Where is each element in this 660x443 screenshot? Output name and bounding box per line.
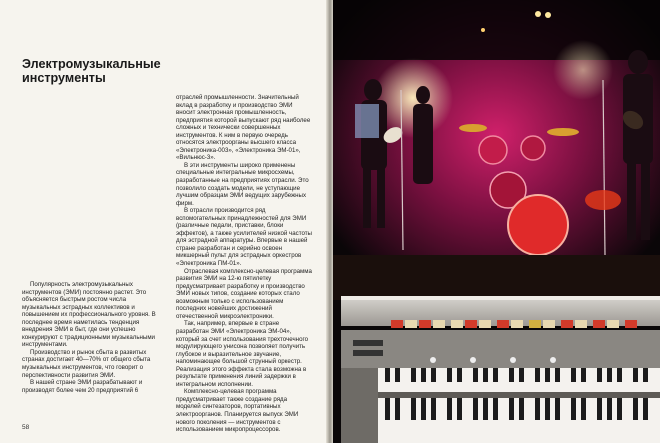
paragraph: Комплексно-целевая программа предусматривает также создание ряда моделей синтезаторов, портативных электроорганов. Планируется выпуск ЭМИ нового поколения — инструментов с использованием микропроцессоров. xyxy=(176,388,299,434)
text-page xyxy=(0,0,328,443)
paragraph: Популярность электромузыкальных инструментов (ЭМИ) постоянно растет. Это объясняется быстрым ростом числа музыкальных эстрадных коллективов и повышением их профессионального уровня. В последнее время наметилась тенденция внедрения ЭМИ в быт, где они успешно конкурируют с традиционными музыкальными инструментами. xyxy=(22,281,156,349)
paragraph: В отрасли производится ряд вспомогательных принадлежностей для ЭМИ (различные педали, приставки, блоки эффектов), а также усилителей низкой частоты для эстрадной аппаратуры. Впервые в нашей стране разработан и серийно освоен микшерный пульт для эстрадных оркестров «Электроника ПМ-01». xyxy=(176,207,312,268)
paragraph: В нашей стране ЭМИ разрабатывают и производят более чем 20 предприятий 6 xyxy=(22,379,143,394)
text-column-left xyxy=(22,281,162,394)
paragraph: Отраслевая комплексно-целевая программа развития ЭМИ на 12-ю пятилетку предусматривает разработку и производство ЭМИ новых типов, создание которых стало возможным только с использованием последних новейших достижений отечественной микроэлектроники. xyxy=(176,267,312,320)
page-number: 58 xyxy=(22,424,30,431)
text-column-right xyxy=(176,94,313,434)
page-title: Электромузыкальные инструменты xyxy=(22,57,161,85)
concert-photo xyxy=(333,0,660,443)
concert-illustration xyxy=(333,0,660,443)
paragraph: отраслей промышленности. Значительный вклад в разработку и производство ЭМИ вносит электронная промышленность, предприятия которой выпускают ряд наиболее сложных и технически совершенных инструментов. К ним в первую очередь относятся электроорганы высшего класса «Электроника-003», «Электроника ЭМ-01», «Вильнюс-3». xyxy=(176,94,311,162)
paragraph: Так, например, впервые в стране разработан ЭМИ «Электроника ЭМ-04», который за счет использования трехточечного модулирующего унисона позволяет получить глубокое и выразительное звучание, напоминающее большой струнный оркестр. Реализация этого эффекта стала возможна в результате применения линий задержки в интегральном исполнении. xyxy=(176,320,309,388)
paragraph: Производство и рынок сбыта в развитых странах достигает 40—70% от общего сбыта музыкальных инструментов, что говорит о перспективности развития ЭМИ. xyxy=(22,348,151,379)
paragraph: В эти инструменты широко применены специальные интегральные микросхемы, разработанные на предприятиях отрасли. Это позволило создать модели, не уступающие лучшим образцам ЭМИ ведущих зарубежных фирм. xyxy=(176,161,309,207)
